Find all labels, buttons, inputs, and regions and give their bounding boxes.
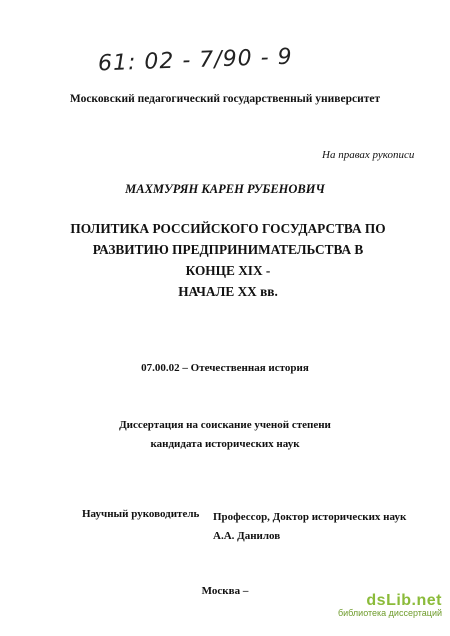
supervisor-label: Научный руководитель: [82, 508, 200, 520]
degree-line: кандидата исторических наук: [150, 438, 300, 450]
city-line: Москва –: [201, 585, 249, 597]
supervisor-title: Профессор, Доктор исторических наук: [213, 511, 407, 523]
degree-statement: [0, 416, 450, 454]
degree-line: Диссертация на соискание ученой степени: [119, 419, 331, 431]
university-name: Московский педагогический государственный университет: [69, 93, 381, 105]
supervisor-name: А.А. Данилов: [213, 530, 281, 542]
supervisor-details: [213, 508, 406, 546]
dslib-watermark[interactable]: [330, 592, 442, 618]
specialty-code: 07.00.02 – Отечественная история: [141, 362, 309, 374]
handwritten-catalog-code: 61: 02 - 7/90 - 9: [97, 44, 294, 77]
rights-note: На правах рукописи: [322, 149, 415, 161]
watermark-logo: dsLib.net: [366, 592, 442, 609]
title-line: НАЧАЛЕ XX вв.: [178, 284, 278, 299]
watermark-subtitle: библиотека диссертаций: [337, 608, 442, 618]
title-line: ПОЛИТИКА РОССИЙСКОГО ГОСУДАРСТВА ПО: [70, 221, 386, 236]
author-name: МАХМУРЯН КАРЕН РУБЕНОВИЧ: [125, 182, 325, 196]
dissertation-title: [68, 218, 388, 302]
title-line: РАЗВИТИЮ ПРЕДПРИНИМАТЕЛЬСТВА В КОНЦЕ XIX -: [92, 242, 364, 278]
